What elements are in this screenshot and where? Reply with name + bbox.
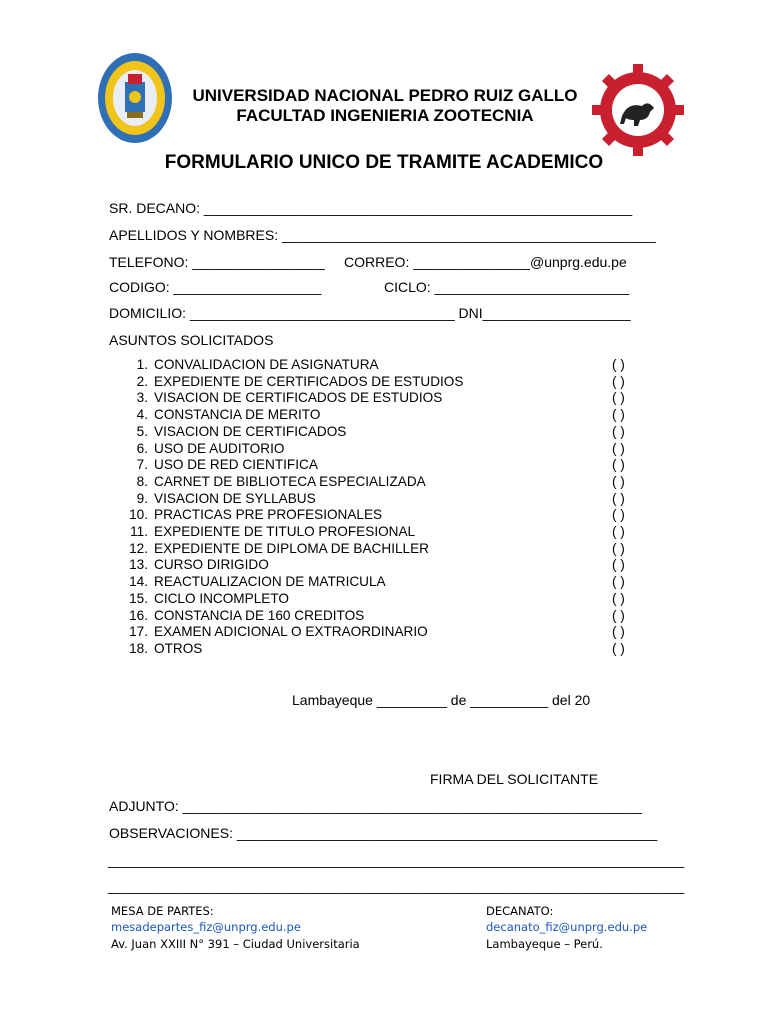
asunto-label: USO DE RED CIENTIFICA — [154, 457, 318, 473]
asunto-number: 10. — [129, 507, 148, 523]
asunto-label: OTROS — [154, 640, 203, 656]
asunto-label: VISACION DE CERTIFICADOS DE ESTUDIOS — [154, 390, 443, 406]
asunto-label: CONSTANCIA DE MERITO — [154, 407, 321, 423]
asunto-item — [120, 457, 318, 472]
asunto-number: 9. — [136, 490, 148, 506]
asunto-label: CONVALIDACION DE ASIGNATURA — [154, 357, 379, 372]
asunto-label: EXPEDIENTE DE TITULO PROFESIONAL — [154, 524, 416, 539]
asunto-checkbox[interactable]: ( ) — [612, 473, 625, 489]
asunto-item — [120, 641, 202, 656]
domicilio-field[interactable]: DOMICILIO: __________________________________ DNI___________________ — [109, 305, 631, 321]
footer-right-title: DECANATO: — [486, 904, 554, 918]
asunto-item — [120, 507, 382, 522]
university-seal-logo — [97, 52, 173, 149]
asunto-label: CARNET DE BIBLIOTECA ESPECIALIZADA — [154, 473, 426, 489]
asunto-number: 15. — [129, 590, 148, 606]
asunto-item — [120, 608, 364, 623]
asunto-checkbox[interactable]: ( ) — [612, 390, 625, 406]
ciclo-field[interactable]: CICLO: _________________________ — [384, 279, 630, 295]
asunto-number: 3. — [136, 390, 148, 406]
footer-left-title: MESA DE PARTES: — [111, 904, 214, 918]
asunto-label: REACTUALIZACION DE MATRICULA — [154, 574, 386, 590]
asunto-item — [120, 591, 289, 606]
observaciones-line-1[interactable]: __________________________________________________________________________ — [108, 852, 685, 868]
asunto-checkbox[interactable]: ( ) — [612, 357, 625, 372]
asunto-number: 11. — [130, 524, 148, 539]
asunto-item — [120, 557, 269, 572]
asunto-item — [120, 357, 379, 372]
faculty-name: FACULTAD INGENIERIA ZOOTECNIA — [236, 106, 534, 125]
asunto-label: USO DE AUDITORIO — [154, 440, 285, 456]
asunto-checkbox[interactable]: ( ) — [612, 407, 625, 423]
asunto-label: VISACION DE SYLLABUS — [154, 490, 316, 506]
form-title: FORMULARIO UNICO DE TRAMITE ACADEMICO — [164, 152, 604, 173]
asunto-number: 6. — [136, 440, 148, 456]
asunto-number: 17. — [129, 624, 148, 640]
asunto-checkbox[interactable]: ( ) — [612, 524, 625, 539]
asunto-label: EXPEDIENTE DE DIPLOMA DE BACHILLER — [154, 540, 429, 556]
firma-label: FIRMA DEL SOLICITANTE — [430, 771, 599, 787]
asunto-checkbox[interactable]: ( ) — [612, 440, 625, 456]
asunto-item — [120, 491, 316, 506]
asunto-number: 8. — [136, 473, 148, 489]
asunto-number: 12. — [129, 540, 148, 556]
asunto-item — [120, 407, 320, 422]
asunto-number: 5. — [136, 423, 148, 439]
asunto-item — [120, 624, 428, 639]
asunto-checkbox[interactable]: ( ) — [612, 640, 625, 656]
asunto-checkbox[interactable]: ( ) — [612, 590, 625, 606]
asunto-checkbox[interactable]: ( ) — [612, 624, 625, 640]
asunto-item — [120, 441, 284, 456]
asunto-checkbox[interactable]: ( ) — [612, 507, 625, 523]
asunto-label: EXAMEN ADICIONAL O EXTRAORDINARIO — [154, 624, 428, 640]
asunto-number: 18. — [129, 640, 148, 656]
asunto-number: 16. — [129, 607, 148, 623]
asunto-label: CURSO DIRIGIDO — [154, 557, 269, 573]
asunto-item — [120, 574, 386, 589]
observaciones-line-2[interactable]: __________________________________________________________________________ — [108, 878, 685, 894]
observaciones-field[interactable]: OBSERVACIONES: ______________________________________________________ — [109, 825, 658, 841]
codigo-field[interactable]: CODIGO: ___________________ — [109, 279, 322, 295]
asunto-number: 1. — [136, 357, 148, 372]
decano-field[interactable]: SR. DECANO: _______________________________________________________ — [109, 200, 633, 216]
asunto-item — [120, 524, 415, 539]
asunto-label: CICLO INCOMPLETO — [154, 590, 289, 606]
asunto-label: PRACTICAS PRE PROFESIONALES — [154, 507, 383, 523]
asunto-checkbox[interactable]: ( ) — [612, 457, 625, 473]
asunto-item — [120, 474, 426, 489]
fecha-line[interactable]: Lambayeque _________ de __________ del 20 — [292, 692, 591, 708]
footer-right-address: Lambayeque – Perú. — [486, 937, 603, 951]
asunto-checkbox[interactable]: ( ) — [612, 574, 625, 590]
nombres-field[interactable]: APELLIDOS Y NOMBRES: ________________________________________________ — [109, 227, 656, 243]
asunto-number: 14. — [129, 574, 148, 590]
university-name: UNIVERSIDAD NACIONAL PEDRO RUIZ GALLO — [192, 86, 578, 105]
asunto-item — [120, 541, 429, 556]
adjunto-field[interactable]: ADJUNTO: ___________________________________________________________ — [109, 798, 643, 814]
asunto-checkbox[interactable]: ( ) — [612, 373, 625, 389]
asunto-checkbox[interactable]: ( ) — [612, 607, 625, 623]
asunto-number: 7. — [136, 457, 148, 473]
telefono-field[interactable]: TELEFONO: _________________ — [109, 254, 325, 270]
asuntos-title: ASUNTOS SOLICITADOS — [109, 332, 274, 348]
faculty-gear-logo — [592, 64, 684, 161]
correo-field[interactable]: CORREO: _______________@unprg.edu.pe — [344, 254, 627, 270]
asunto-label: EXPEDIENTE DE CERTIFICADOS DE ESTUDIOS — [154, 373, 464, 389]
asunto-label: VISACION DE CERTIFICADOS — [154, 423, 347, 439]
asunto-number: 2. — [136, 373, 148, 389]
asunto-label: CONSTANCIA DE 160 CREDITOS — [154, 607, 365, 623]
footer-left-address: Av. Juan XXIII N° 391 – Ciudad Universitaria — [111, 937, 360, 951]
asunto-item — [120, 374, 463, 389]
asunto-number: 13. — [129, 557, 148, 573]
footer-right-email[interactable]: decanato_fiz@unprg.edu.pe — [486, 920, 648, 934]
asunto-item — [120, 390, 442, 405]
asunto-checkbox[interactable]: ( ) — [612, 423, 625, 439]
asunto-item — [120, 424, 346, 439]
asunto-checkbox[interactable]: ( ) — [612, 540, 625, 556]
asunto-checkbox[interactable]: ( ) — [612, 557, 625, 573]
footer-left-email[interactable]: mesadepartes_fiz@unprg.edu.pe — [111, 920, 301, 934]
asunto-number: 4. — [136, 407, 148, 423]
asunto-checkbox[interactable]: ( ) — [612, 490, 625, 506]
